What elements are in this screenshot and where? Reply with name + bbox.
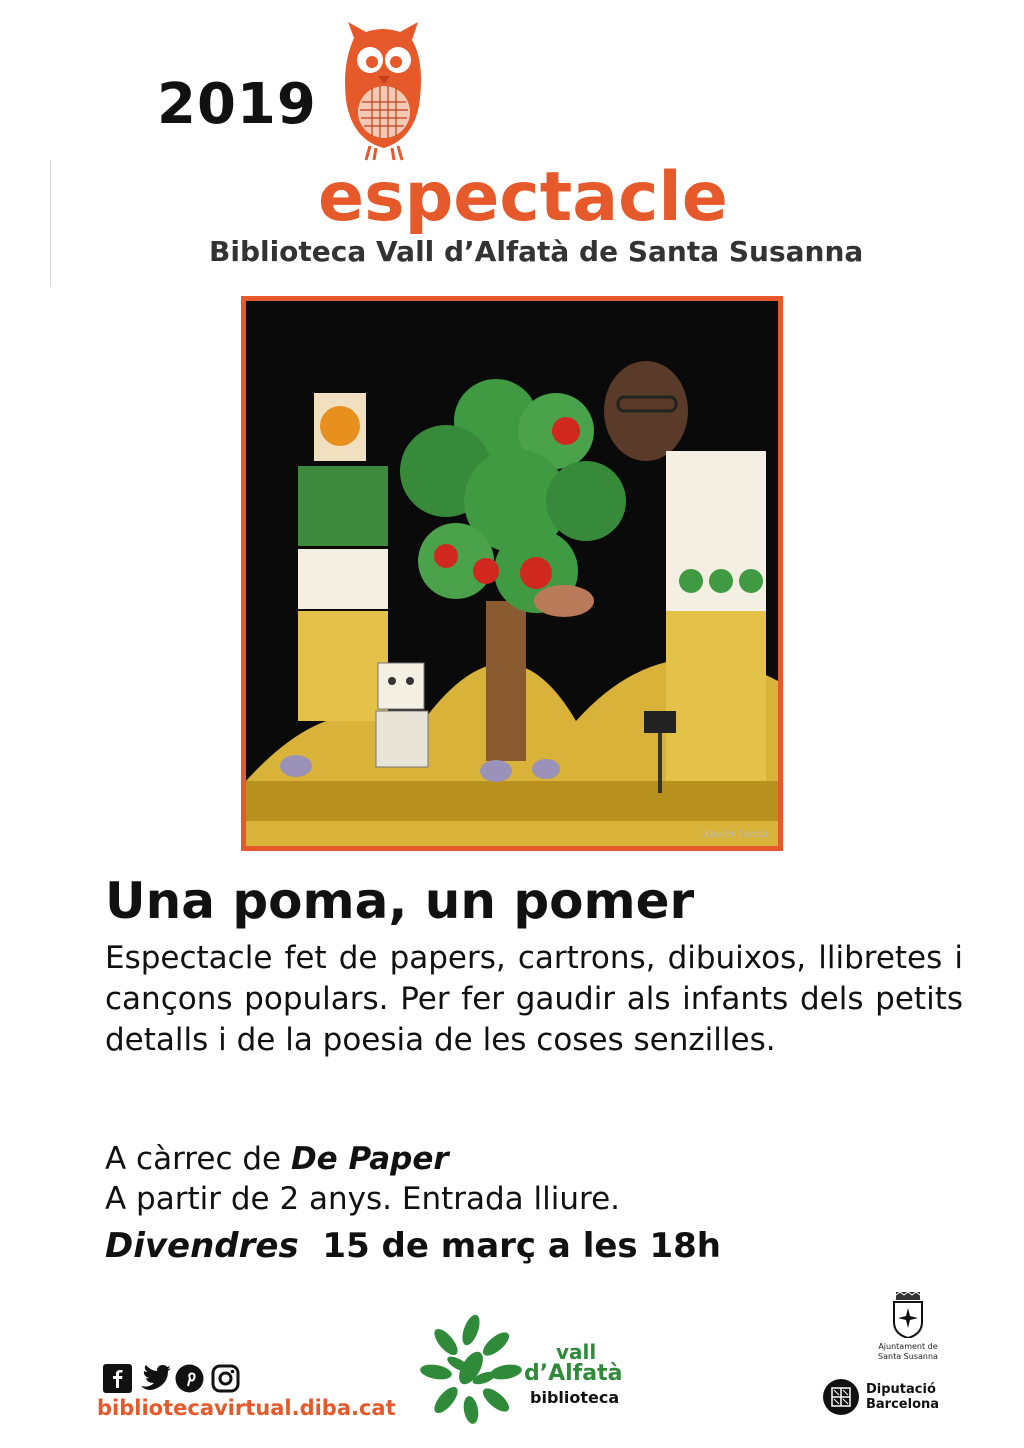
ajuntament-logo xyxy=(868,1292,948,1362)
crest-icon xyxy=(891,1292,925,1338)
logo-vall-text: vall xyxy=(556,1340,597,1364)
event-type-heading: espectacle xyxy=(318,158,728,237)
show-photo xyxy=(241,296,783,851)
vall-alfata-library-logo xyxy=(416,1312,626,1424)
facebook-icon[interactable] xyxy=(103,1364,132,1393)
company-prefix: A càrrec de xyxy=(105,1141,291,1177)
logo-biblioteca-text: biblioteca xyxy=(530,1388,620,1407)
show-title: Una poma, un pomer xyxy=(105,872,695,930)
show-day: Divendres xyxy=(105,1226,299,1266)
pinterest-icon[interactable] xyxy=(175,1364,204,1393)
library-name: Biblioteca Vall d’Alfatà de Santa Susanna xyxy=(209,235,864,268)
diputacio-logo xyxy=(822,1378,939,1416)
show-date-time: 15 de març a les 18h xyxy=(322,1226,722,1266)
company-name: De Paper xyxy=(290,1141,449,1177)
age-entry-line: A partir de 2 anys. Entrada lliure. xyxy=(105,1181,621,1217)
company-line xyxy=(105,1141,449,1177)
date-line xyxy=(105,1226,721,1266)
diputacio-line2: Barcelona xyxy=(866,1397,940,1412)
leaves-icon xyxy=(416,1312,526,1424)
logo-alfata-text: d’Alfatà xyxy=(524,1361,623,1386)
owl-logo-icon xyxy=(340,20,426,162)
diputacio-emblem-icon xyxy=(822,1378,860,1416)
show-description: Espectacle fet de papers, cartrons, dibuixos, llibretes i cançons populars. Per fer gaudir als infants dels petits detalls i de la poesia de les coses senzilles. xyxy=(105,940,963,1058)
photo-credit: Xavier Loncà xyxy=(703,829,768,840)
social-icons xyxy=(103,1364,240,1393)
ajuntament-line2: Santa Susanna xyxy=(878,1352,938,1361)
ajuntament-line1: Ajuntament de xyxy=(878,1342,938,1351)
library-url-link[interactable]: bibliotecavirtual.diba.cat xyxy=(97,1396,396,1420)
event-year: 2019 xyxy=(157,72,317,137)
divider-line xyxy=(50,160,51,286)
diputacio-line1: Diputació xyxy=(866,1382,936,1397)
twitter-icon[interactable] xyxy=(139,1364,168,1393)
instagram-icon[interactable] xyxy=(211,1364,240,1393)
